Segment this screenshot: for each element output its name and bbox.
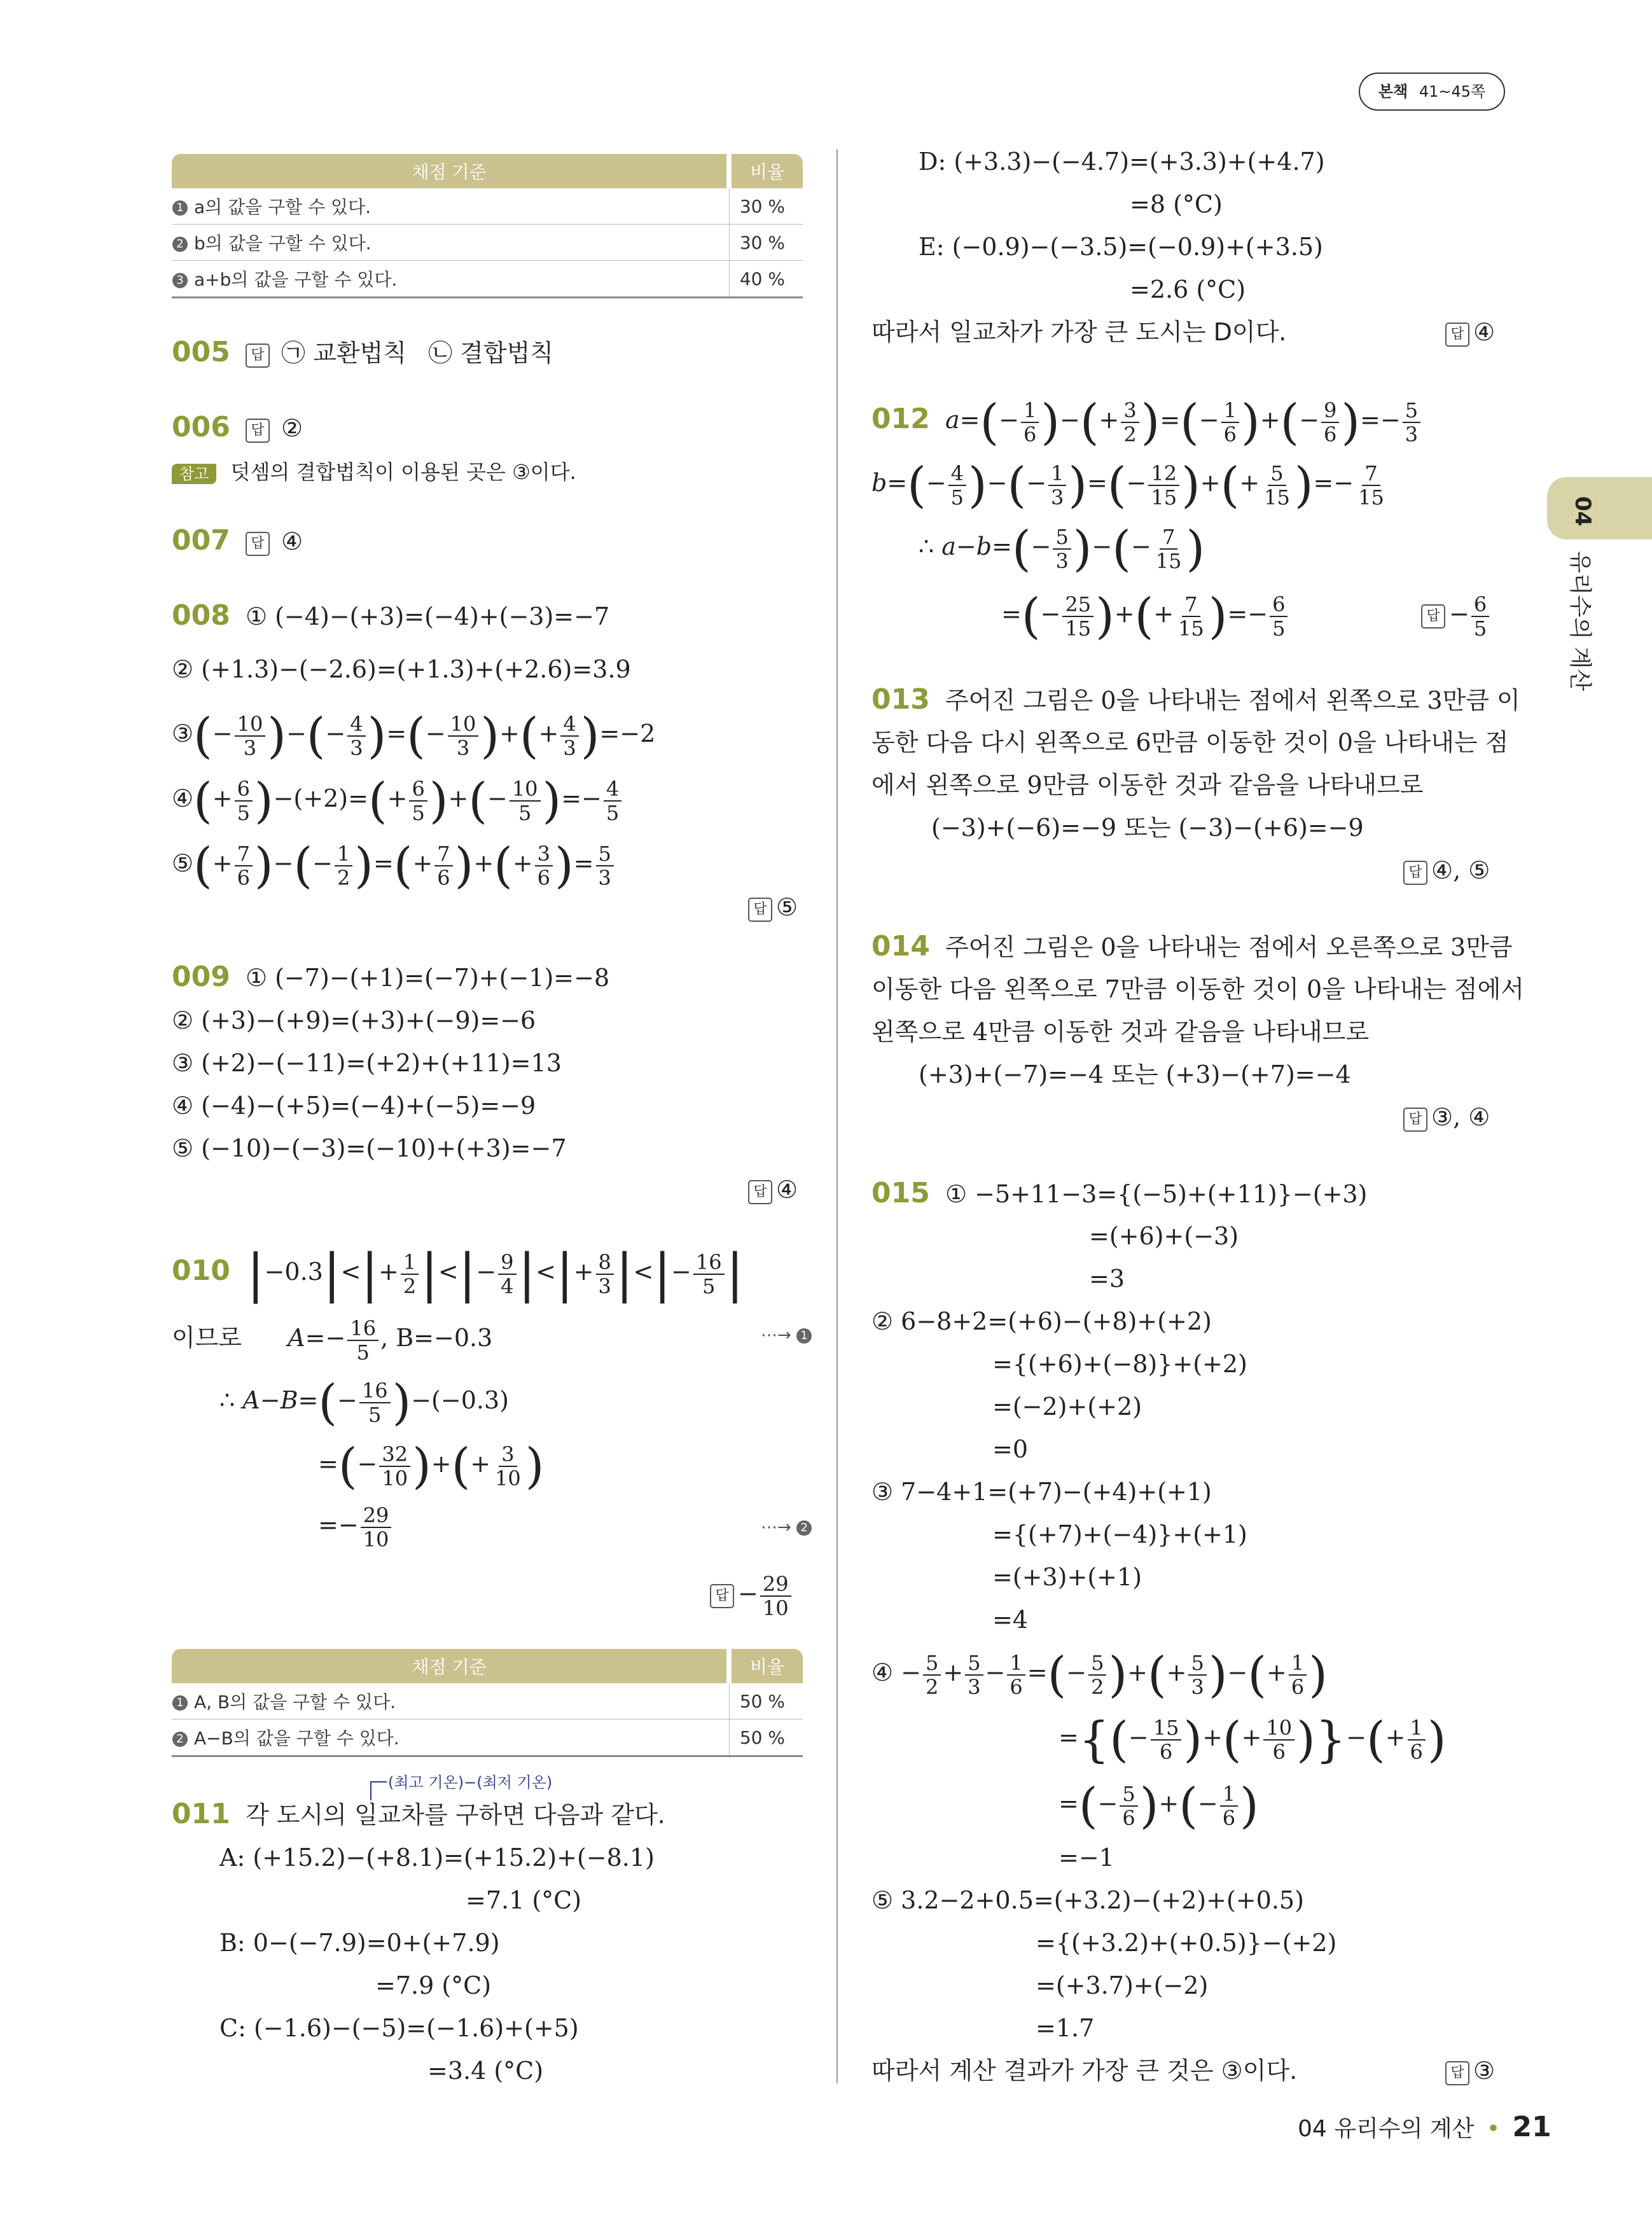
problem-008-line-2: ② (+1.3)−(−2.6)=(+1.3)+(+2.6)=3.9 [172,655,631,683]
problem-013-eq: (−3)+(−6)=−9 또는 (−3)−(+6)=−9 [931,814,1364,842]
problem-010-line-5: =− $\frac{29}{10}$ [318,1496,393,1553]
conclusion-011: 따라서 일교차가 가장 큰 도시는 D이다. [871,318,1287,346]
page-footer: 04 유리수의 계산 • 21 [1298,2111,1551,2143]
table2-head-criteria: 채점 기준 [172,1649,729,1683]
problem-012-line-2: b=(− $\frac{4}{5}$ )−(− $\frac{1}{3}$ )=(− $\frac{12}{15}$ )+(+ $\frac{5}{15}$ )=− $\frac{7}{15}$ [871,456,1384,513]
problem-015-l8: ③ 7−4+1=(+7)−(+4)+(+1) [871,1478,1212,1506]
problem-number: 012 [871,403,930,435]
note-011: (최고 기온)−(최저 기온) [388,1774,553,1791]
problem-015-l4: ② 6−8+2=(+6)−(+8)+(+2) [871,1307,1212,1335]
b-value: , B=−0.3 [380,1324,493,1352]
answer-icon: 답 [246,532,270,556]
problem-011 [172,1799,665,1830]
row-text: A−B의 값을 구할 수 있다. [194,1728,399,1749]
city-a-2: =7.1 (°C) [466,1886,582,1914]
problem-010: 010 |−0.3|<|+ $\frac{1}{2}$ |<|− $\frac{9}{4}$ |<|+ $\frac{8}{3}$ |<|− $\frac{16}{5}$ | [172,1243,744,1304]
note-label: 참고 [172,464,216,484]
problem-015-step4-2: ={(− $\frac{15}{6}$ )+(+ $\frac{10}{6}$ )}−(+ $\frac{1}{6}$ ) [1059,1711,1447,1768]
problem-010-line-4: =(− $\frac{32}{10}$ )+(+ $\frac{3}{10}$ ) [318,1437,545,1494]
side-tab [1547,477,1652,539]
problem-number: 007 [172,524,230,557]
step-marker-1: ⋯→ 1 [761,1326,812,1345]
answer-icon: 답 [1445,2061,1469,2085]
problem-number: 014 [871,930,930,963]
note-bracket [370,1781,387,1800]
footer-chapter: 04 유리수의 계산 [1298,2116,1475,2142]
answer-icon: 답 [710,1584,734,1608]
problem-015-l3: =3 [1089,1265,1125,1293]
city-e-2: =2.6 (°C) [1130,275,1246,303]
mark-2: 2 [796,1520,812,1536]
problem-005 [172,337,553,368]
problem-number: 013 [871,683,930,716]
side-tab-number: 04 [1570,496,1595,527]
problem-013-text-2: 동한 다음 다시 왼쪽으로 6만큼 이동한 것이 0을 나타내는 점 [871,728,1509,756]
answer: ③, ④ [1431,1103,1490,1131]
problem-014 [871,931,1513,963]
city-b-2: =7.9 (°C) [375,1971,492,1999]
note-text: 덧셈의 결합법칙이 이용된 곳은 ③이다. [230,460,576,484]
mark-1: 1 [796,1328,812,1344]
problem-013 [871,685,1520,716]
problem-008-line-5: ⑤(+ $\frac{7}{6}$ )−(− $\frac{1}{2}$ )=(+ $\frac{7}{6}$ )+(+ $\frac{3}{6}$ )= $\frac{5}{3}$ [172,835,616,892]
answer-icon: 답 [748,898,772,922]
problem-008-line-3: ③(− $\frac{10}{3}$ )−(− $\frac{4}{3}$ )=(− $\frac{10}{3}$ )+(+ $\frac{4}{3}$ )=−2 [172,707,656,764]
row-ratio: 50 % [729,1720,803,1756]
problem-015-l11: =4 [992,1606,1029,1634]
mark-1: 1 [172,1695,188,1711]
problem-015-l10: =(+3)+(+1) [992,1563,1142,1591]
problem-015 [871,1178,1367,1209]
city-d-1: D: (+3.3)−(−4.7)=(+3.3)+(+4.7) [919,148,1325,176]
step-marker-2: ⋯→ 2 [761,1518,812,1537]
problem-015-step4-3: =(− $\frac{5}{6}$ )+(− $\frac{1}{6}$ ) [1059,1777,1259,1834]
answer: ④, ⑤ [1431,856,1490,884]
problem-number: 005 [172,336,230,368]
mark-2: 2 [172,237,188,252]
row-ratio: 30 % [729,188,803,225]
problem-number: 015 [871,1177,930,1209]
problem-008 [172,601,609,632]
mark-1: 1 [172,200,188,216]
intro-text: 각 도시의 일교차를 구하면 다음과 같다. [245,1801,665,1829]
problem-015-l15: =(+3.7)+(−2) [1036,1971,1209,1999]
problem-010-line-2: 이므로 A=− $\frac{16}{5}$ , B=−0.3 [172,1316,493,1365]
answer: ④ [1473,318,1496,346]
problem-015-l7: =0 [992,1435,1029,1463]
text-1: 주어진 그림은 0을 나타내는 점에서 왼쪽으로 3만큼 이 [945,686,1520,714]
answer-icon: 답 [1403,861,1427,885]
row-text: b의 값을 구할 수 있다. [194,233,371,254]
problem-014-text-3: 왼쪽으로 4만큼 이동한 것과 같음을 나타내므로 [871,1018,1370,1046]
page-number: 21 [1512,2111,1551,2143]
table1-head-criteria: 채점 기준 [172,154,729,188]
table-row [172,1720,803,1756]
problem-number: 010 [172,1255,230,1287]
answer: ⑤ [776,893,798,921]
problem-015-l16: =1.7 [1036,2014,1095,2042]
problem-015-step4-1: ④ − $\frac{5}{2}$ + $\frac{5}{3}$ − $\frac{1}{6}$ =(− $\frac{5}{2}$ )+(+ $\frac{5}{3}$ )−(+ $\frac{1}{6}$ ) [871,1646,1328,1703]
row-ratio: 50 % [729,1683,803,1720]
problem-014-text-2: 이동한 다음 왼쪽으로 7만큼 이동한 것이 0을 나타내는 점에서 [871,975,1524,1003]
problem-015-l6: =(−2)+(+2) [992,1393,1142,1421]
answer-008 [748,892,798,922]
table-row [172,261,803,298]
problem-015-l9: ={(+7)+(−4)}+(+1) [992,1520,1247,1548]
answer-015 [1445,2055,1495,2086]
table-row [172,225,803,261]
city-a-1: A: (+15.2)−(+8.1)=(+15.2)+(−8.1) [219,1844,655,1872]
problem-number: 008 [172,599,230,632]
answer: ④ [776,1176,798,1204]
answer: ④ [281,527,303,555]
table-row [172,1683,803,1720]
problem-009-line-4: ④ (−4)−(+5)=(−4)+(−5)=−9 [172,1092,536,1120]
problem-015-l14: ={(+3.2)+(+0.5)}−(+2) [1036,1929,1337,1957]
city-d-2: =8 (°C) [1130,190,1223,218]
city-c-2: =3.4 (°C) [427,2057,544,2085]
city-e-1: E: (−0.9)−(−3.5)=(−0.9)+(+3.5) [919,233,1323,261]
answer-2: ㉡ 결합법칙 [428,339,553,367]
problem-number: 009 [172,961,230,993]
answer-014 [1403,1102,1490,1132]
answer-011 [1445,317,1495,347]
answer-icon: 답 [1403,1108,1427,1132]
answer-icon: 답 [246,344,270,368]
problem-008-line-4: ④(+ $\frac{6}{5}$ )−(+2)=(+ $\frac{6}{5}$ )+(− $\frac{10}{5}$ )=− $\frac{4}{5}$ [172,770,623,827]
problem-006 [172,412,303,443]
row-ratio: 40 % [729,261,803,298]
answer-icon: 답 [1445,323,1469,347]
problem-010-line-3: ∴ A−B=(− $\frac{16}{5}$ )−(−0.3) [219,1373,509,1431]
answer-1: ㉠ 교환법칙 [281,339,406,367]
problem-009-line-5: ⑤ (−10)−(−3)=(−10)+(+3)=−7 [172,1134,567,1162]
text-1: 주어진 그림은 0을 나타내는 점에서 오른쪽으로 3만큼 [945,933,1513,961]
table-row [172,188,803,225]
answer-icon: 답 [1421,604,1445,629]
line-1: ① −5+11−3={(−5)+(+11)}−(+3) [945,1180,1368,1208]
answer-012: 답 − $\frac{6}{5}$ [1421,585,1491,643]
problem-015-l13: ⑤ 3.2−2+0.5=(+3.2)−(+2)+(+0.5) [871,1886,1304,1914]
line-1: ① (−4)−(+3)=(−4)+(−3)=−7 [245,602,610,630]
problem-009-line-3: ③ (+2)−(−11)=(+2)+(+11)=13 [172,1049,562,1077]
problem-012-line-3: ∴ a−b=(− $\frac{5}{3}$ )−(− $\frac{7}{15}$ ) [919,520,1205,577]
answer-013 [1403,855,1490,886]
city-c-1: C: (−1.6)−(−5)=(−1.6)+(+5) [219,2014,579,2042]
page-range-badge [1359,73,1505,111]
answer-010: 답 − $\frac{29}{10}$ [710,1565,793,1622]
pages-label: 41~45쪽 [1419,83,1486,101]
problem-007 [172,525,303,557]
column-divider [836,149,838,2083]
problem-009-line-2: ② (+3)−(+9)=(+3)+(−9)=−6 [172,1006,536,1034]
problem-number: 006 [172,411,230,443]
line-1: ① (−7)−(+1)=(−7)+(−1)=−8 [245,964,610,992]
answer: ② [281,414,303,442]
book-label: 본책 [1378,83,1408,101]
answer: ③ [1473,2057,1496,2085]
mark-3: 3 [172,273,188,288]
city-b-1: B: 0−(−7.9)=0+(+7.9) [219,1929,500,1957]
problem-015-l2: =(+6)+(−3) [1089,1222,1239,1250]
answer-icon: 답 [748,1180,772,1204]
grading-table-2 [172,1649,803,1757]
problem-014-eq: (+3)+(−7)=−4 또는 (+3)−(+7)=−4 [919,1060,1351,1088]
conclusion-015: 따라서 계산 결과가 가장 큰 것은 ③이다. [871,2057,1298,2085]
row-text: a+b의 값을 구할 수 있다. [194,269,398,290]
row-ratio: 30 % [729,225,803,261]
table2-head-ratio: 비율 [729,1649,803,1683]
problem-009 [172,962,609,993]
imeuro-text: 이므로 [172,1324,242,1352]
mark-2: 2 [172,1732,188,1747]
problem-012-line-4: =(− $\frac{25}{15}$ )+(+ $\frac{7}{15}$ )=− $\frac{6}{5}$ [1001,585,1289,643]
problem-013-text-3: 에서 왼쪽으로 9만큼 이동한 것과 같음을 나타내므로 [871,771,1424,799]
answer-009 [748,1174,798,1205]
table1-head-ratio: 비율 [729,154,803,188]
answer-icon: 답 [246,419,270,443]
note-006 [172,457,576,489]
side-tab-title: 유리수의 계산 [1567,551,1593,692]
row-text: a의 값을 구할 수 있다. [194,197,371,218]
problem-015-l5: ={(+6)+(−8)}+(+2) [992,1350,1247,1378]
problem-number: 011 [172,1798,230,1830]
row-text: A, B의 값을 구할 수 있다. [194,1692,396,1713]
grading-table-1 [172,154,803,298]
problem-015-l12: =−1 [1059,1844,1114,1872]
problem-012: 012 a=(− $\frac{1}{6}$ )−(+ $\frac{3}{2}$ )=(− $\frac{1}{6}$ )+(− $\frac{9}{6}$ )=− $\frac{5}{3}$ [871,391,1422,448]
